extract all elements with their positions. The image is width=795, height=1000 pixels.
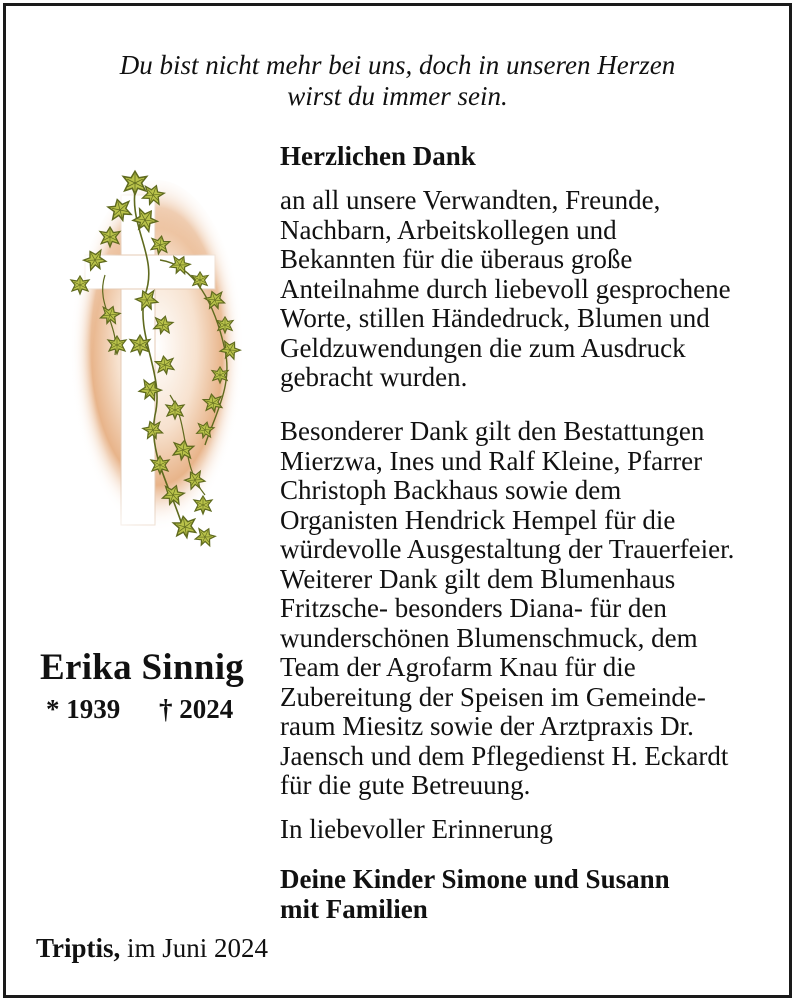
- place-and-date: [36, 933, 268, 964]
- text-line: Bekannten für die überaus große: [280, 244, 633, 274]
- text-line: Weiterer Dank gilt dem Blumenhaus: [280, 563, 676, 594]
- text-line: Zubereitung der Speisen im Gemeinde-: [280, 681, 706, 712]
- text-line: Anteilnahme durch liebevoll gesprochene: [280, 273, 731, 304]
- death-year: † 2024: [159, 694, 234, 724]
- text-line: Mierzwa, Ines und Ralf Kleine, Pfarrer: [280, 445, 703, 476]
- text-line: raum Miesitz sowie der Arztpraxis Dr.: [280, 711, 694, 741]
- text-line: an all unsere Verwandten, Freunde,: [280, 185, 661, 215]
- text-line: wunderschönen Blumenschmuck, dem: [280, 622, 698, 653]
- closing-phrase: In liebevoller Erinnerung: [280, 814, 553, 844]
- thanks-paragraph-2: [280, 417, 760, 801]
- text-line: gebracht wurden.: [280, 362, 468, 392]
- text-line: Worte, stillen Händedruck, Blumen und: [280, 303, 710, 333]
- text-line: Organisten Hendrick Hempel für die: [280, 504, 676, 535]
- cross-with-ivy-icon: [65, 165, 250, 560]
- text-line: Team der Agrofarm Knau für die: [280, 652, 636, 682]
- birth-year: * 1939: [46, 694, 121, 724]
- place-date: im Juni 2024: [127, 933, 269, 963]
- text-line: Besonderer Dank gilt den Bestattungen: [280, 416, 705, 446]
- text-line: Geldzuwendungen die zum Ausdruck: [280, 332, 686, 363]
- deceased-name: Erika Sinnig: [40, 647, 245, 688]
- text-line: würdevolle Ausgestaltung der Trauerfeier.: [280, 534, 735, 564]
- signature: [280, 864, 760, 924]
- motto-line-2: wirst du immer sein.: [287, 81, 508, 111]
- text-line: Christoph Backhaus sowie dem: [280, 475, 622, 505]
- motto-line-1: Du bist nicht mehr bei uns, doch in unseren Herzen: [119, 50, 676, 80]
- text-line: Nachbarn, Arbeitskollegen und: [280, 214, 617, 245]
- thanks-paragraph-1: [280, 186, 760, 393]
- signature-line-1: Deine Kinder Simone und Susann: [280, 864, 670, 894]
- place-town: Triptis,: [36, 933, 121, 963]
- text-line: für die gute Betreuung.: [280, 770, 531, 800]
- text-line: Jaensch und dem Pflegedienst H. Eckardt: [280, 740, 729, 771]
- thanks-heading: Herzlichen Dank: [280, 141, 476, 171]
- signature-line-2: mit Familien: [280, 894, 428, 924]
- text-line: Fritzsche- besonders Diana- für den: [280, 593, 667, 623]
- motto: [40, 50, 755, 112]
